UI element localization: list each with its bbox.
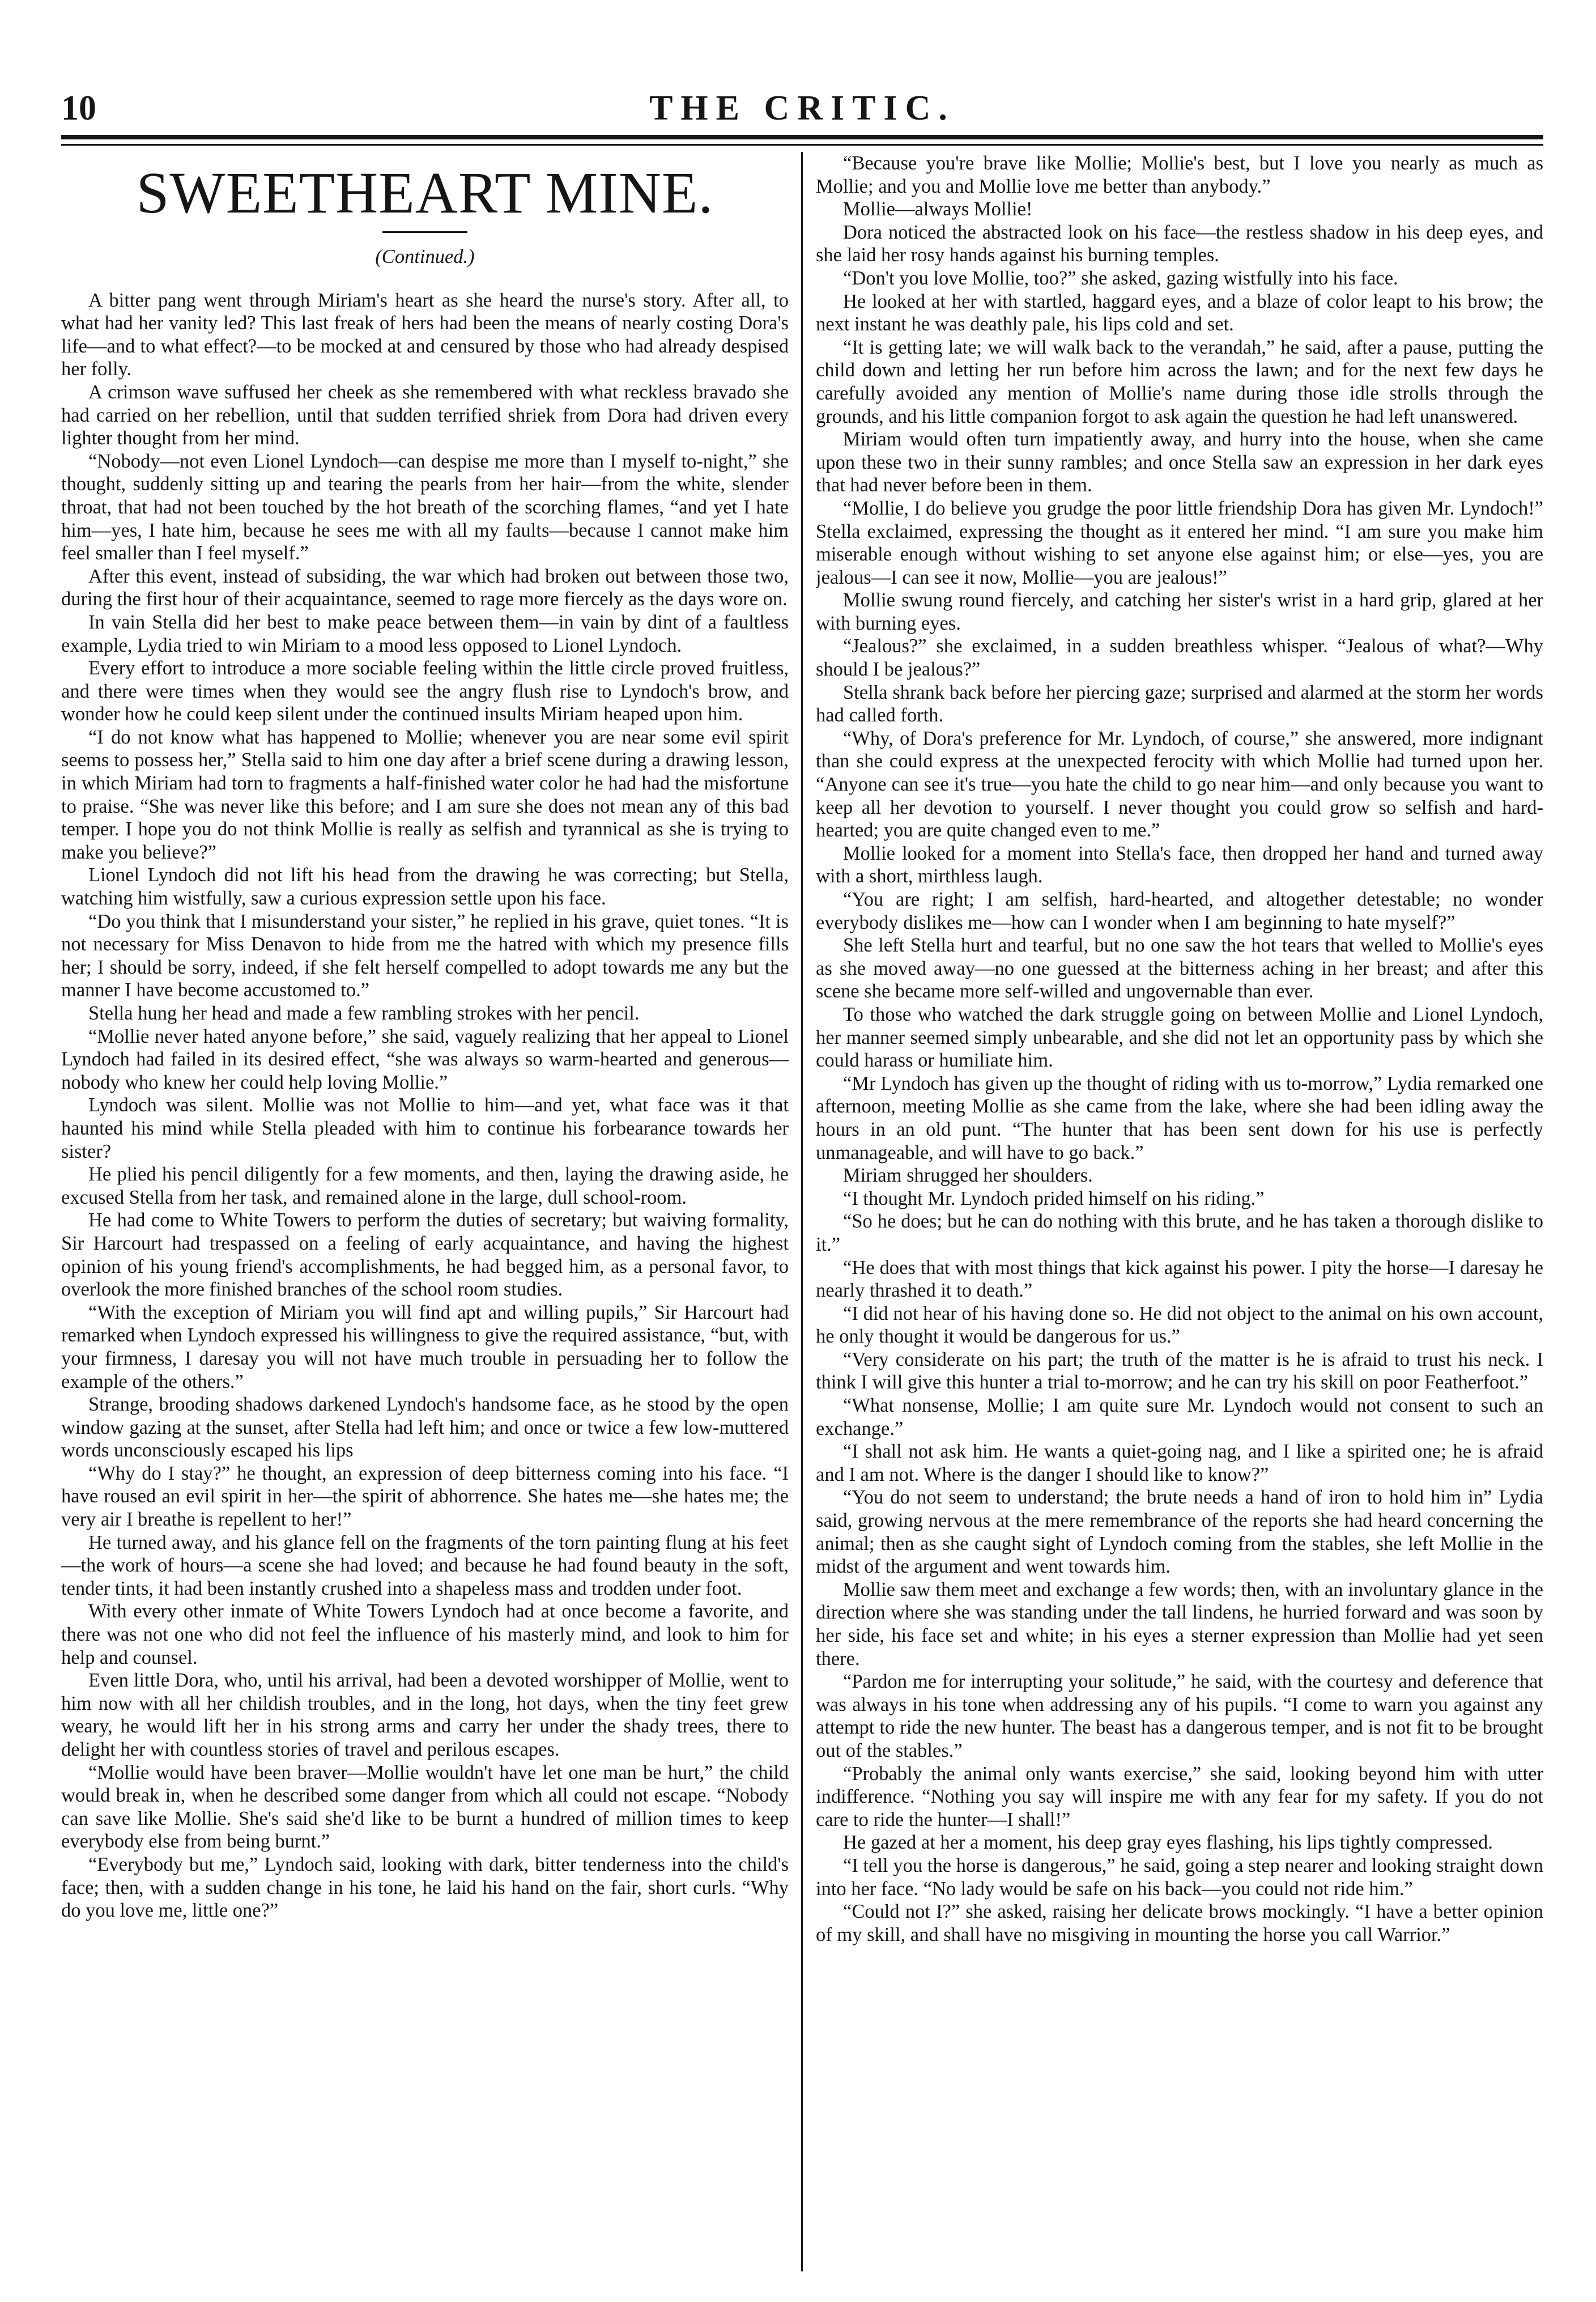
paragraph: With every other inmate of White Towers Lyndoch had at once become a favorite, and there was not one who did not feel the influence of his masterly mind, and look to him for help and counsel. <box>61 1600 789 1668</box>
paragraph: A bitter pang went through Miriam's heart as she heard the nurse's story. After all, to what had her vanity led? This last freak of hers had been the means of nearly costing Dora's life—and to what effect?—to be mocked at and censured by those who had already despised her folly. <box>61 289 789 380</box>
paragraph: “Could not I?” she asked, raising her delicate brows mockingly. “I have a better opinion of my skill, and shall have no misgiving in mounting the horse you call Warrior.” <box>816 1901 1543 1946</box>
header-rule-thick <box>61 135 1543 139</box>
paragraph: “Mr Lyndoch has given up the thought of riding with us to-morrow,” Lydia remarked one afternoon, meeting Mollie as she came from the lake, where she had been idling away the hours in an old punt. “The hunter that has been sent down for his use is perfectly unmanageable, and will have to go back.” <box>816 1072 1543 1163</box>
paragraph: Even little Dora, who, until his arrival, had been a devoted worshipper of Mollie, went to him now with all her childish troubles, and in the long, hot days, when the tiny feet grew weary, he would lift her in his strong arms and carry her under the shady trees, there to delight her with countless stories of travel and perilous escapes. <box>61 1670 789 1760</box>
column-divider <box>801 152 803 2271</box>
paragraph: “Probably the animal only wants exercise,” she said, looking beyond him with utter indifference. “Nothing you say will inspire me with any fear for my safety. If you do not care to ride the hunter—I shall!” <box>816 1762 1543 1830</box>
paragraph: In vain Stella did her best to make peace between them—in vain by dint of a faultless example, Lydia tried to win Miriam to a mood less opposed to Lionel Lyndoch. <box>61 611 789 656</box>
paragraph: “It is getting late; we will walk back to the verandah,” he said, after a pause, putting the child down and letting her run before him across the lawn; and for the next few days he carefully avoided any mention of Mollie's name during those idle strolls through the grounds, and his little companion forgot to ask again the question he had left unanswered. <box>816 336 1543 427</box>
paragraph: “I thought Mr. Lyndoch prided himself on his riding.” <box>843 1187 1265 1209</box>
story-title: SWEETHEART MINE. <box>136 160 714 226</box>
paragraph: “Very considerate on his part; the truth of the matter is he is afraid to trust his neck. I think I will give this hunter a trial to-morrow; and he can try his skill on poor Featherfoot.” <box>816 1348 1543 1394</box>
continued-note: (Continued.) <box>375 246 475 267</box>
paragraph: Stella shrank back before her piercing gaze; surprised and alarmed at the storm her words had called forth. <box>816 681 1543 727</box>
right-column <box>816 152 1543 2271</box>
paragraph: “Do you think that I misunderstand your sister,” he replied in his grave, quiet tones. “It is not necessary for Miss Denavon to hide from me the hatred with which my presence fills her; I should be sorry, indeed, if she felt herself compelled to adopt towards me any but the manner I have become accustomed to.” <box>61 910 789 1001</box>
paragraph: “I do not know what has happened to Mollie; whenever you are near some evil spirit seems to possess her,” Stella said to him one day after a brief scene during a drawing lesson, in which Miriam had torn to fragments a half-finished water color he had had the misfortune to praise. “She was never like this before; and I am sure she does not mean any of this bad temper. I hope you do not think Mollie is really as selfish and tyrannical as she is trying to make you believe?” <box>61 726 789 863</box>
paragraph: “You are right; I am selfish, hard-hearted, and altogether detestable; no wonder everybody dislikes me—how can I wonder when I am beginning to hate myself?” <box>816 889 1543 933</box>
paragraph: Dora noticed the abstracted look on his face—the restless shadow in his deep eyes, and she laid her rosy hands against his burning temples. <box>816 221 1543 266</box>
left-column <box>61 152 789 2271</box>
paragraph: She left Stella hurt and tearful, but no one saw the hot tears that welled to Mollie's eyes as she moved away—no one guessed at the bitterness aching in her breast; and after this scene she became more self-willed and ungovernable than ever. <box>816 935 1543 1003</box>
paragraph: Mollie saw them meet and exchange a few words; then, with an involuntary glance in the direction where she was standing under the tall lindens, he hurried forward and was soon by her side, his face set and white; in his eyes a sterner expression than Mollie had yet seen there. <box>816 1578 1543 1670</box>
paragraph: He looked at her with startled, haggard eyes, and a blaze of color leapt to his brow; the next instant he was deathly pale, his lips cold and set. <box>816 290 1543 335</box>
paragraph: “With the exception of Miriam you will find apt and willing pupils,” Sir Harcourt had remarked when Lyndoch expressed his willingness to give the required assistance, “but, with your firmness, I daresay you will not have much trouble in persuading her to follow the example of the others.” <box>61 1301 789 1392</box>
paragraph: “Jealous?” she exclaimed, in a sudden breathless whisper. “Jealous of what?—Why should I be jealous?” <box>816 635 1543 681</box>
paragraph: A crimson wave suffused her cheek as she remembered with what reckless bravado she had carried on her rebellion, until that sudden terrified shriek from Dora had driven every lighter thought from her mind. <box>61 381 789 449</box>
paragraph: After this event, instead of subsiding, the war which had broken out between those two, during the first hour of their acquaintance, seemed to rage more fiercely as the days wore on. <box>61 565 789 610</box>
paragraph: Every effort to introduce a more sociable feeling within the little circle proved fruitless, and there were times when they would see the angry flush rise to Lyndoch's brow, and wonder how he could keep silent under the continued insults Miriam heaped upon him. <box>61 657 789 725</box>
paragraph: “Nobody—not even Lionel Lyndoch—can despise me more than I myself to-night,” she thought, suddenly sitting up and tearing the pearls from her hair—from the white, slender throat, that had not been touched by the hot breath of the scorching flames, “and yet I hate him—yes, I hate him, because he sees me with all my faults—because I cannot make him feel smaller than I feel myself.” <box>61 450 789 564</box>
paragraph: Stella hung her head and made a few rambling strokes with her pencil. <box>88 1003 640 1024</box>
header-rule-thin <box>61 144 1543 146</box>
paragraph: He plied his pencil diligently for a few moments, and then, laying the drawing aside, he excused Stella from her task, and remained alone in the large, dull school-room. <box>61 1163 789 1208</box>
left-column-text <box>61 289 789 1922</box>
paragraph: To those who watched the dark struggle going on between Mollie and Lionel Lyndoch, her manner seemed simply unbearable, and she did not let an opportunity pass by which she could harass or humiliate him. <box>816 1003 1543 1072</box>
paragraph: Strange, brooding shadows darkened Lyndoch's handsome face, as he stood by the open window gazing at the sunset, after Stella had left him; and once or twice a few low-muttered words unconsciously escaped his lips <box>61 1394 789 1462</box>
paragraph: “I tell you the horse is dangerous,” he said, going a step nearer and looking straight down into her face. “No lady would be safe on his back—you could not ride him.” <box>816 1854 1543 1900</box>
paragraph: “Don't you love Mollie, too?” she asked, gazing wistfully into his face. <box>843 267 1398 289</box>
paragraph: “I did not hear of his having done so. He did not object to the animal on his own account, he only thought it would be dangerous for us.” <box>816 1302 1543 1348</box>
paragraph: Mollie—always Mollie! <box>843 198 1033 220</box>
paragraph: “You do not seem to understand; the brute needs a hand of iron to hold him in” Lydia said, growing nervous at the mere remembrance of the reports she had heard concerning the animal; then as she caught sight of Lyndoch coming from the stables, she left Mollie in the midst of the argument and went towards him. <box>816 1486 1543 1578</box>
title-rule <box>382 231 467 233</box>
paragraph: He gazed at her a moment, his deep gray eyes flashing, his lips tightly compressed. <box>843 1832 1493 1854</box>
paragraph: “Why, of Dora's preference for Mr. Lyndoch, of course,” she answered, more indignant than she could express at the unexpected ferocity with which Mollie had turned upon her. “Anyone can see it's true—you hate the child to go near him—and only because you want to keep all her devotion to yourself. I never thought you could grow so selfish and hard-hearted; you are quite changed even to me.” <box>816 727 1543 842</box>
paragraph: “Mollie would have been braver—Mollie wouldn't have let one man be hurt,” the child would break in, when he described some danger from which all could not escape. “Nobody can save like Mollie. She's said she'd like to be burnt a hundred of million times to keep everybody else from being burnt.” <box>61 1761 789 1853</box>
paragraph: He turned away, and his glance fell on the fragments of the torn painting flung at his feet—the work of hours—a scene she had loved; and because he had found beauty in the soft, tender tints, it had been instantly crushed into a shapeless mass and trodden under foot. <box>61 1531 789 1599</box>
paragraph: “Why do I stay?” he thought, an expression of deep bitterness coming into his face. “I have roused an evil spirit in her—the spirit of abhorrence. She hates me—she hates me; the very air I breathe is repellent to her!” <box>61 1462 789 1531</box>
paragraph: Lyndoch was silent. Mollie was not Mollie to him—and yet, what face was it that haunted his mind while Stella pleaded with him to continue his forbearance towards her sister? <box>61 1094 789 1162</box>
paragraph: “Mollie never hated anyone before,” she said, vaguely realizing that her appeal to Lionel Lyndoch had failed in its desired effect, “she was always so warm-hearted and generous—nobody who knew her could help loving Mollie.” <box>61 1025 789 1093</box>
paragraph: “I shall not ask him. He wants a quiet-going nag, and I like a spirited one; he is afraid and I am not. Where is the danger I should like to know?” <box>816 1441 1543 1485</box>
paragraph: “Mollie, I do believe you grudge the poor little friendship Dora has given Mr. Lyndoch!” Stella exclaimed, expressing the thought as it entered her mind. “I am sure you make him miserable enough without wishing to set anyone else against him; or else—yes, you are jealous—I can see it now, Mollie—you are jealous!” <box>816 497 1543 588</box>
paragraph: “He does that with most things that kick against his power. I pity the horse—I daresay he nearly thrashed it to death.” <box>816 1256 1543 1302</box>
paragraph: “What nonsense, Mollie; I am quite sure Mr. Lyndoch would not consent to such an exchange.” <box>816 1395 1543 1439</box>
masthead: THE CRITIC. <box>649 89 955 128</box>
page-number: 10 <box>61 89 96 128</box>
page-header <box>61 85 1543 130</box>
paragraph: Mollie swung round fiercely, and catching her sister's wrist in a hard grip, glared at her with burning eyes. <box>816 589 1543 634</box>
paragraph: “So he does; but he can do nothing with this brute, and he has taken a thorough dislike to it.” <box>816 1211 1543 1255</box>
paragraph: Miriam shrugged her shoulders. <box>843 1165 1093 1187</box>
paragraph: Mollie looked for a moment into Stella's face, then dropped her hand and turned away with a short, mirthless laugh. <box>816 842 1543 887</box>
paragraph: “Pardon me for interrupting your solitude,” he said, with the courtesy and deference that was always in his tone when addressing any of his pupils. “I come to warn you against any attempt to ride the new hunter. The beast has a dangerous temper, and is not fit to be brought out of the stables.” <box>816 1671 1543 1761</box>
paragraph: Miriam would often turn impatiently away, and hurry into the house, when she came upon these two in their sunny rambles; and once Stella saw an expression in her dark eyes that had never before been in them. <box>816 428 1543 496</box>
paragraph: He had come to White Towers to perform the duties of secretary; but waiving formality, Sir Harcourt had trespassed on a feeling of early acquaintance, and having the highest opinion of his young friend's accomplishments, he had begged him, as a personal favor, to overlook the more finished branches of the school room studies. <box>61 1209 789 1301</box>
paragraph: “Everybody but me,” Lyndoch said, looking with dark, bitter tenderness into the child's face; then, with a sudden change in his tone, he laid his hand on the fair, short curls. “Why do you love me, little one?” <box>61 1853 789 1922</box>
paragraph: “Because you're brave like Mollie; Mollie's best, but I love you nearly as much as Mollie; and you and Mollie love me better than anybody.” <box>816 152 1543 197</box>
paragraph: Lionel Lyndoch did not lift his head from the drawing he was correcting; but Stella, watching him wistfully, saw a curious expression settle upon his face. <box>61 864 789 910</box>
